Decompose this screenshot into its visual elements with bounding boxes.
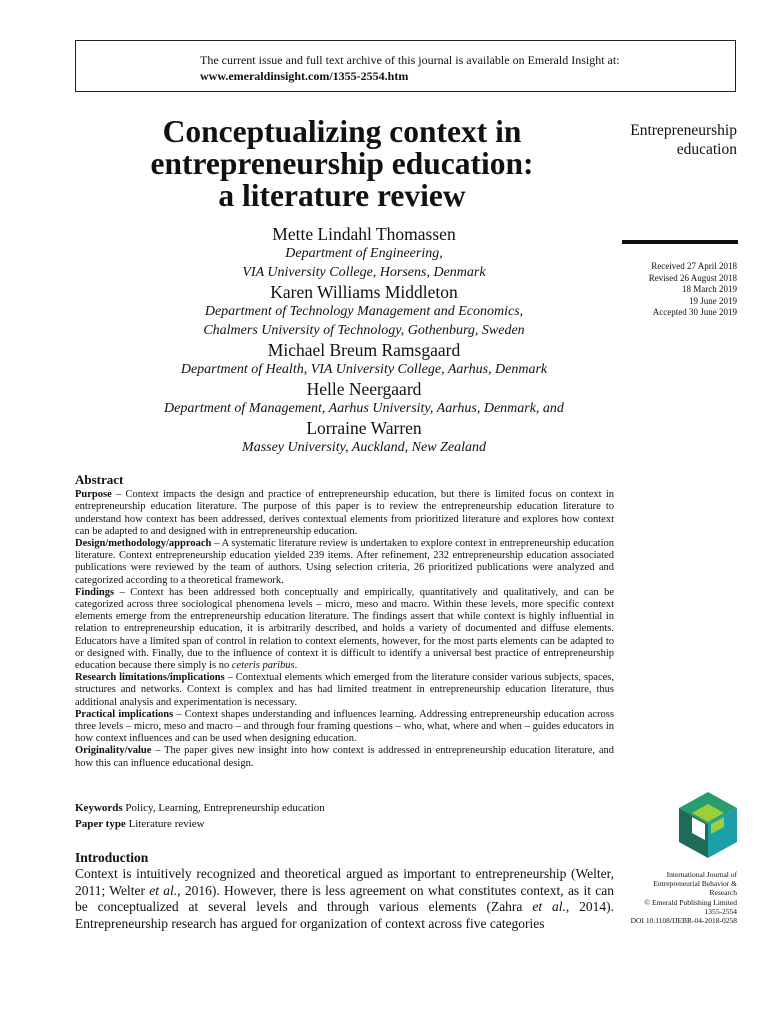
design-text: – A systematic literature review is undertaken to explore context in entrepreneurship education literature. Context entrepreneurship education yielded 239 items. After refinement, 232 entrepreneurship education associated publications were reviewed by the team of authors. Using selection criteria, 26 prioritized publications were analyzed and categorized according to a theoretical framework. [75, 538, 614, 586]
introduction-heading: Introduction [75, 850, 149, 865]
originality-label: Originality/value [75, 745, 152, 757]
keywords-value: Policy, Learning, Entrepreneurship education [122, 802, 325, 814]
date-revised: 19 June 2019 [689, 295, 737, 306]
paper-type-label: Paper type [75, 818, 126, 830]
keywords-label: Keywords [75, 802, 123, 814]
abstract-purpose [75, 489, 614, 538]
author-affiliation: Department of Technology Management and Economics, [204, 304, 524, 319]
abstract-originality [75, 745, 614, 769]
purpose-label: Purpose [75, 489, 112, 501]
author-affiliation: Massey University, Auckland, New Zealand [242, 440, 486, 455]
paper-type-line [75, 818, 205, 830]
limitations-text: – Contextual elements which emerged from the literature consider various subjects, spaces, structures and networks. Context is complex and has had limited treatment in entrepreneurship education literature, thus additional analysis and experimentation is necessary. [75, 672, 614, 708]
intro-text: , 2014). Entrepreneurship research has argued for organization of context across five categories [75, 899, 615, 931]
abstract-heading: Abstract [75, 472, 124, 487]
author-affiliation: Department of Management, Aarhus University, Aarhus, Denmark, and [164, 401, 564, 416]
intro-italic: et al. [149, 882, 178, 898]
citation-line: 1355-2554 [704, 906, 737, 916]
date-revised: Revised 26 August 2018 [648, 272, 737, 283]
author-name: Michael Breum Ramsgaard [267, 340, 461, 360]
journal-section-name [577, 121, 737, 159]
design-label: Design/methodology/approach [75, 538, 212, 550]
limitations-label: Research limitations/implications [75, 672, 225, 684]
citation-line: © Emerald Publishing Limited [644, 897, 737, 907]
date-received: Received 27 April 2018 [651, 261, 737, 271]
author-affiliation: Chalmers University of Technology, Gothenburg, Sweden [203, 323, 525, 338]
findings-italic: ceteris paribus [231, 660, 295, 672]
keywords-line [75, 802, 325, 814]
citation-line: Entrepreneurial Behavior & [653, 879, 737, 889]
author-affiliation: Department of Engineering, [285, 246, 443, 261]
findings-end: . [294, 660, 298, 672]
practical-text: – Context shapes understanding and influences learning. Addressing entrepreneurship education across three levels – micro, meso and macro – and through four framing questions – who, what, where and when – guides educators in how context influences and can be used when designing education. [75, 708, 614, 745]
title-line-2: entrepreneurship education: [150, 146, 534, 181]
title-line-3: a literature review [218, 178, 466, 213]
intro-italic: et al. [532, 899, 566, 914]
originality-text: – The paper gives new insight into how context is addressed in entrepreneurship education literature, and how this can influence educational design. [75, 745, 614, 769]
introduction-body [75, 866, 614, 932]
intro-text: Context is intuitively recognized and theoretical argued as important to entrepreneurship (Welter, 2011; Welter [75, 866, 614, 898]
access-notice-text: The current issue and full text archive of this journal is available on Emerald Insight at: [200, 53, 620, 67]
author-name: Helle Neergaard [306, 379, 422, 399]
paper-type-value: Literature review [125, 818, 205, 830]
abstract-practical [75, 709, 614, 746]
practical-label: Practical implications [75, 708, 174, 720]
abstract-design [75, 538, 614, 587]
abstract-limitations [75, 672, 614, 709]
findings-text: – Context has been addressed both conceptually and empirically, quantitatively and qualitatively, and can be categorized across three sociological phenomena levels – micro, meso and macro. Within these levels, more specific context elements emerge from the entrepreneurship education literature. The findings assert that while context is highly influential in relation to entrepreneurship education, it is arbitrarily described, and holds a variety of documented and diffuse elements. Educators have a limited span of control in relation to context elements, however, for the most parts elements can be adapted to or designed with. Finally, due to the influence of context it is difficult to identify a universal best practice of entrepreneurship education because there simply is no [75, 586, 614, 672]
sidebar-divider [622, 240, 738, 244]
author-name: Lorraine Warren [306, 418, 422, 438]
date-accepted: Accepted 30 June 2019 [652, 307, 737, 317]
date-revised: 18 March 2019 [682, 284, 737, 294]
doi-line[interactable]: DOI 10.1108/IJEBR-04-2018-0258 [630, 916, 737, 926]
author-list [40, 224, 688, 457]
journal-section-line-2: education [676, 141, 737, 158]
author-affiliation: Department of Health, VIA University College, Aarhus, Denmark [180, 362, 548, 377]
access-notice-box [75, 40, 736, 92]
journal-citation [597, 870, 737, 925]
journal-url-link[interactable]: www.emeraldinsight.com/1355-2554.htm [200, 69, 409, 83]
findings-label: Findings [75, 586, 115, 598]
submission-dates [617, 261, 737, 319]
author-affiliation: VIA University College, Horsens, Denmark [242, 265, 486, 280]
abstract-findings [75, 587, 614, 672]
abstract-section [75, 474, 614, 770]
emerald-logo-icon [676, 790, 740, 860]
purpose-text: – Context impacts the design and practice of entrepreneurship education, but there is limited focus on context in entrepreneurship education literature. The purpose of this paper is to review the entrepreneurship education literature to understand how context has been addressed, derives contextual elements from prioritized literature and explores how context can be adapted to and designed with in entrepreneurship education. [75, 489, 614, 537]
journal-section-line-1: Entrepreneurship [630, 122, 737, 139]
citation-line: Research [709, 888, 737, 898]
title-line-1: Conceptualizing context in [162, 114, 522, 149]
citation-line: International Journal of [666, 870, 737, 879]
author-name: Mette Lindahl Thomassen [272, 224, 456, 244]
author-name: Karen Williams Middleton [270, 282, 458, 302]
intro-text: , 2016). However, there is less agreement on what constitutes context, as it can be conceptualized at several levels and through various elements (Zahra [75, 882, 614, 914]
paper-title [90, 116, 594, 212]
